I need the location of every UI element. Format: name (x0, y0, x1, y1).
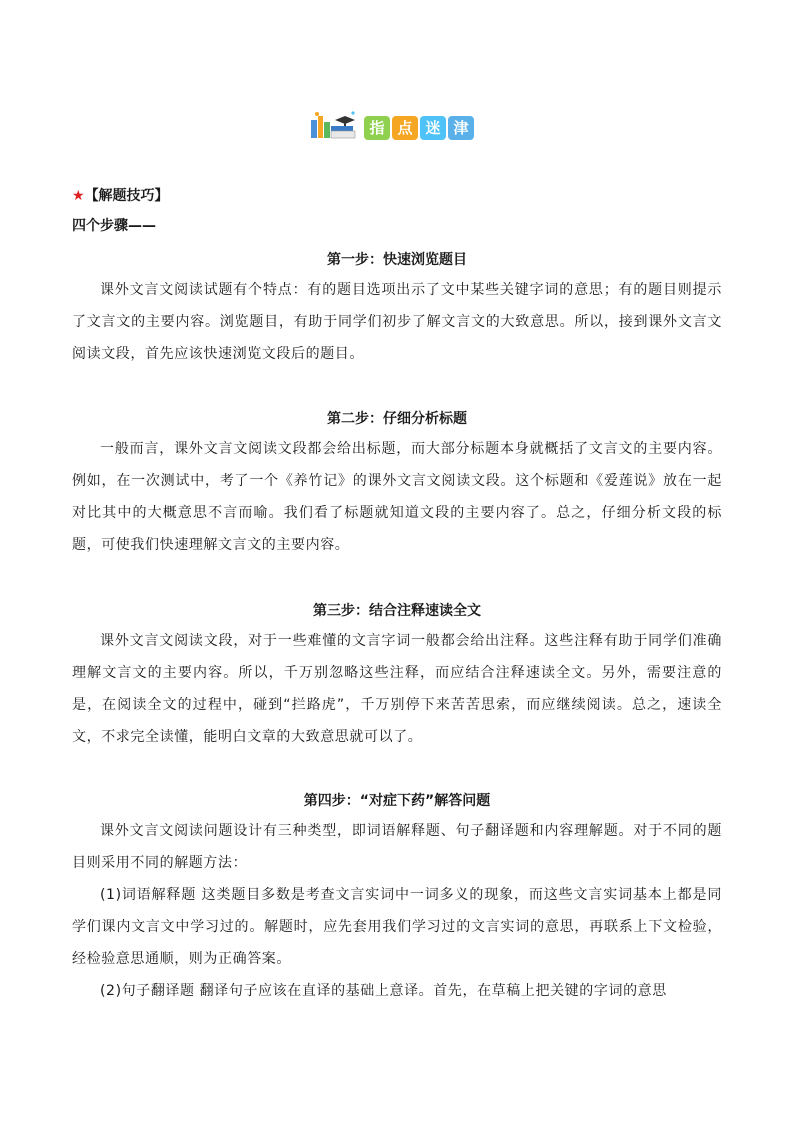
step-paragraph: 一般而言，课外文言文阅读文段都会给出标题，而大部分标题本身就概括了文言文的主要内容。例如，在一次测试中，考了一个《养竹记》的课外文言文阅读文段。这个标题和《爱莲说》放在一起对比其中的大概意思不言而喻。我们看了标题就知道文段的主要内容了。总之，仔细分析文段的标题，可使我们快速理解文言文的主要内容。 (72, 441, 722, 553)
tips-heading (72, 186, 169, 206)
step-paragraph: (1)词语解释题 这类题目多数是考查文言实词中一词多义的现象，而这些文言实词基本上都是同学们课内文言文中学习过的。解题时，应先套用我们学习过的文言实词的意思，再联系上下文检验，经检验意思通顺，则为正确答案。 (72, 887, 722, 967)
banner-char: 指 (364, 116, 390, 140)
banner-char: 迷 (420, 116, 446, 140)
steps-label: 四个步骤—— (72, 218, 156, 234)
tips-heading-text: 【解题技巧】 (84, 188, 169, 204)
books-icon (309, 110, 361, 140)
step-paragraph: 课外文言文阅读试题有个特点：有的题目选项出示了文中某些关键字词的意思；有的题目则提示了文言文的主要内容。浏览题目，有助于同学们初步了解文言文的大致意思。所以，接到课外文言文阅读文段，首先应该快速浏览文段后的题目。 (72, 282, 722, 362)
guidance-banner (309, 110, 481, 142)
step-paragraph: 课外文言文阅读文段，对于一些难懂的文言字词一般都会给出注释。这些注释有助于同学们准确理解文言文的主要内容。所以，千万别忽略这些注释，而应结合注释速读全文。另外，需要注意的是，在阅读全文的过程中，碰到“拦路虎”，千万别停下来苦苦思索，而应继续阅读。总之，速读全文，不求完全读懂，能明白文章的大致意思就可以了。 (72, 633, 722, 745)
step-paragraph: 课外文言文阅读问题设计有三种类型，即词语解释题、句子翻译题和内容理解题。对于不同的题目则采用不同的解题方法： (72, 823, 722, 871)
step-title: 第一步：快速浏览题目 (327, 252, 467, 268)
step-title: 第四步：“对症下药”解答问题 (303, 793, 491, 809)
banner-char: 津 (448, 116, 474, 140)
step-title: 第二步：仔细分析标题 (327, 411, 467, 427)
banner-char: 点 (392, 116, 418, 140)
banner-title (364, 116, 474, 140)
step-paragraph: (2)句子翻译题 翻译句子应该在直译的基础上意译。首先，在草稿上把关键的字词的意思 (100, 983, 667, 999)
star-icon: ★ (72, 188, 85, 204)
step-title: 第三步：结合注释速读全文 (313, 603, 481, 619)
